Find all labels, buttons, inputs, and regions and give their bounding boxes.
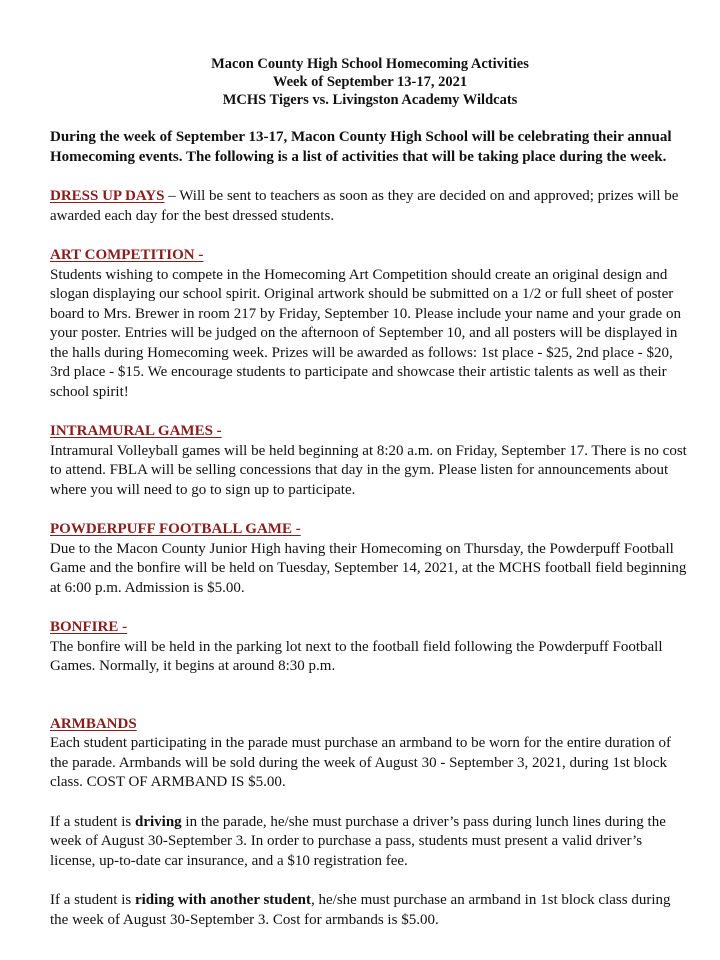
riding-paragraph [50, 891, 690, 930]
driving-pre: If a student is [50, 813, 135, 830]
riding-pre: If a student is [50, 892, 135, 908]
section-intramural-games [50, 422, 690, 500]
section-powderpuff [50, 520, 690, 598]
armbands-text: Each student participating in the parade must purchase an armband to be worn for the entire duration of the parade. Armbands will be sold during the week of August 30 - September 3, 2021, during 1st block class. COST OF ARMBAND IS $5.00. [50, 735, 672, 790]
dress-up-days-text: – Will be sent to teachers as soon as they are decided on and approved; prizes will be awarded each day for the best dressed students. [50, 188, 679, 224]
heading-bonfire: BONFIRE - [50, 619, 128, 635]
document-page [50, 55, 690, 930]
title-line-3: MCHS Tigers vs. Livingston Academy Wildcats [222, 92, 518, 108]
section-dress-up-days [50, 187, 690, 226]
section-armbands [50, 715, 690, 793]
riding-bold: riding with another student [134, 892, 311, 908]
title-line-2: Week of September 13-17, 2021 [272, 74, 468, 90]
title-line-1: Macon County High School Homecoming Activities [211, 56, 529, 72]
intro-paragraph: During the week of September 13-17, Macon County High School will be celebrating their annual Homecoming events. The following is a list of activities that will be taking place during the week. [50, 129, 672, 165]
driving-paragraph [50, 813, 690, 872]
intramural-games-text: Intramural Volleyball games will be held beginning at 8:20 a.m. on Friday, September 17. There is no cost to attend. FBLA will be selling concessions that day in the gym. Please listen for announcements about where you will need to go to sign up to participate. [50, 442, 687, 498]
spacer [50, 677, 690, 695]
title-block [50, 55, 690, 109]
heading-armbands: ARMBANDS [50, 715, 137, 732]
driving-bold: driving [134, 813, 182, 830]
heading-art-competition: ART COMPETITION - [50, 247, 204, 263]
riding-post: , he/she must purchase an armband in 1st block class during the week of August 30-September 3. Cost for armbands is $5.00. [50, 892, 671, 928]
driving-post: in the parade, he/she must purchase a driver’s pass during lunch lines during the week of August 30-September 3. In order to purchase a pass, students must present a valid driver’s license, up-to-date car insurance, and a $10 registration fee. [50, 813, 666, 869]
section-bonfire [50, 618, 690, 677]
bonfire-text: The bonfire will be held in the parking lot next to the football field following the Powderpuff Football Games. Normally, it begins at around 8:30 p.m. [50, 638, 663, 674]
heading-powderpuff: POWDERPUFF FOOTBALL GAME - [50, 521, 301, 537]
heading-intramural-games: INTRAMURAL GAMES - [50, 423, 222, 439]
art-competition-text: Students wishing to compete in the Homecoming Art Competition should create an original design and slogan displaying our school spirit. Original artwork should be submitted on a 1/2 or full sheet of poster board to Mrs. Brewer in room 217 by Friday, September 10. Please include your name and your grade on your poster. Entries will be judged on the afternoon of September 10, and all posters will be displayed in the halls during Homecoming week. Prizes will be awarded as follows: 1st place - $25, 2nd place - $20, 3rd place - $15. We encourage students to participate and showcase their artistic talents as well as their school spirit! [50, 266, 681, 400]
section-art-competition [50, 246, 690, 402]
heading-dress-up-days: DRESS UP DAYS [50, 188, 165, 204]
powderpuff-text: Due to the Macon County Junior High having their Homecoming on Thursday, the Powderpuff Football Game and the bonfire will be held on Tuesday, September 14, 2021, at the MCHS football field beginning at 6:00 p.m. Admission is $5.00. [50, 540, 687, 596]
